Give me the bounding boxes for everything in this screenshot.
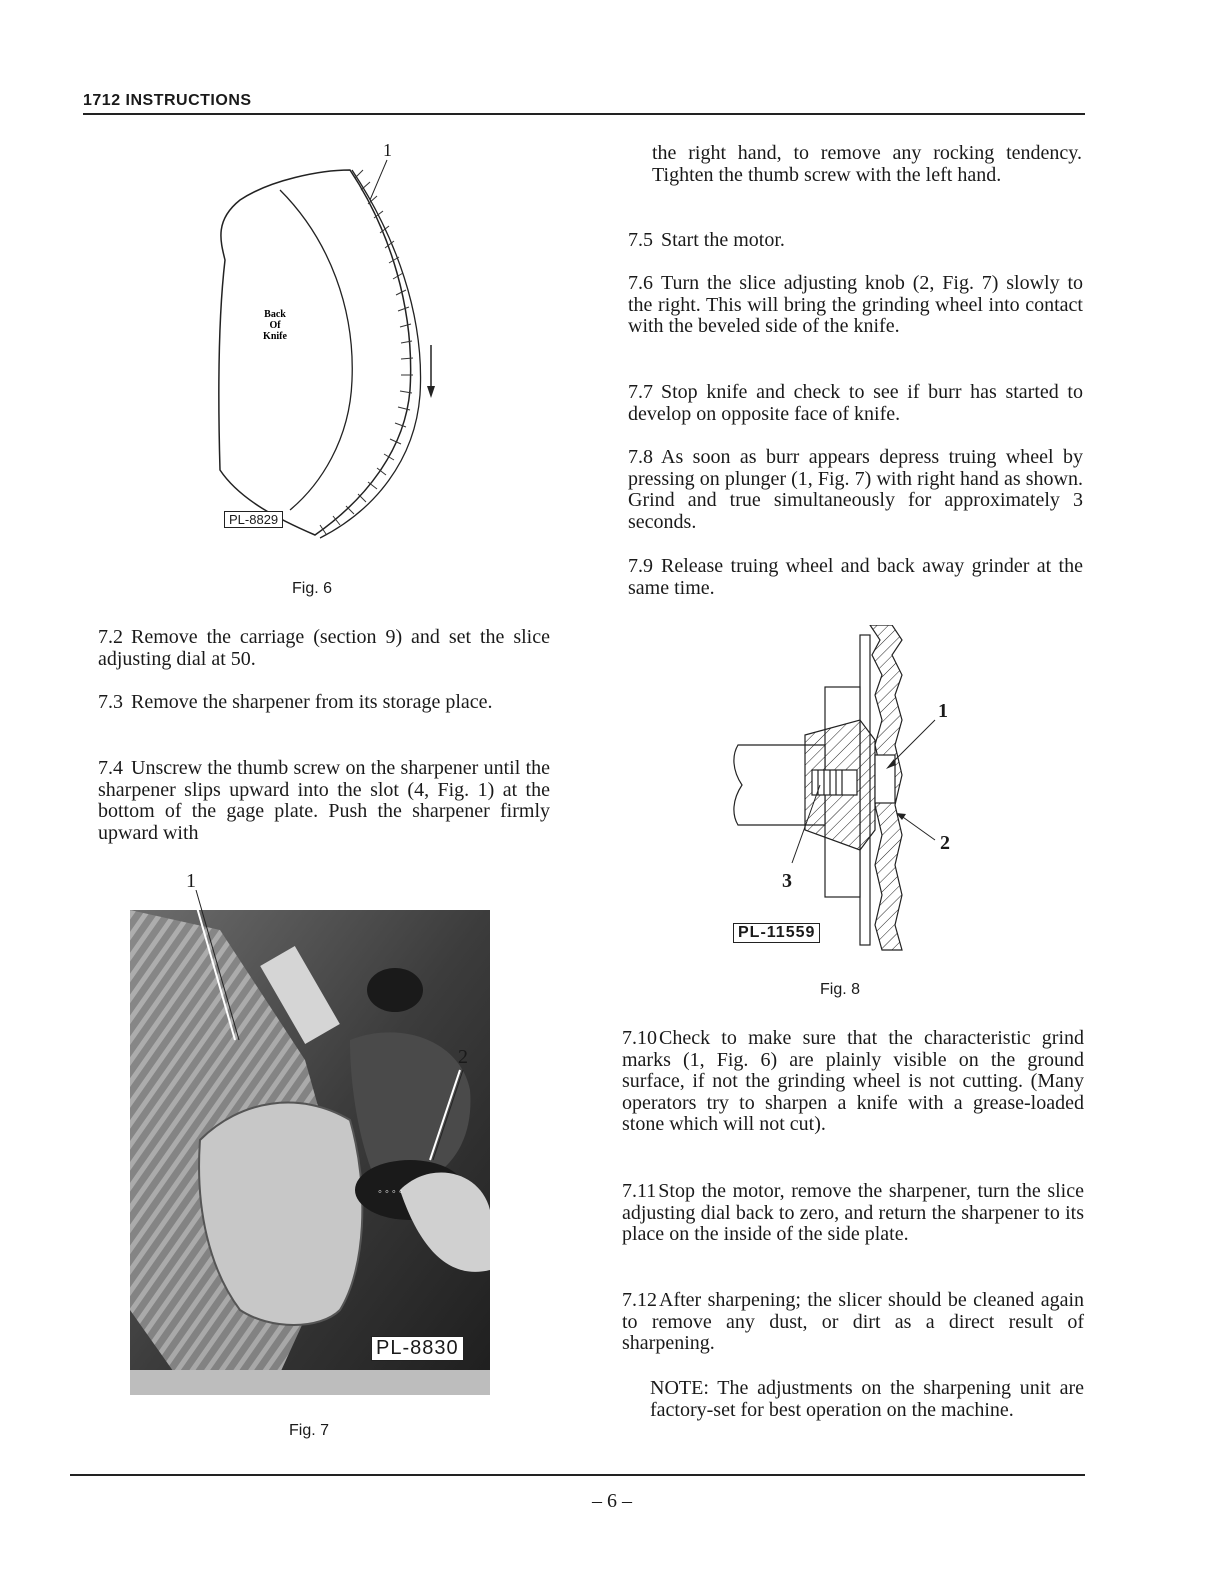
step-number: 7.5 <box>628 229 653 251</box>
step-7-6 <box>628 273 1083 338</box>
step-text: Stop the motor, remove the sharpener, turn the slice adjusting dial back to zero, and return the sharpener to its place on the inside of the side plate. <box>622 1180 1084 1245</box>
fig6-label-back: Back <box>264 309 286 320</box>
step-7-8 <box>628 447 1083 533</box>
step-7-5 <box>628 230 1083 252</box>
figure-7-photo <box>130 890 490 1395</box>
step-7-3 <box>98 692 550 714</box>
step-7-10 <box>622 1028 1084 1136</box>
fig6-caption: Fig. 6 <box>292 580 333 597</box>
figure-6-knife-diagram <box>180 140 470 560</box>
step-number: 7.3 <box>98 691 123 713</box>
step-text: Remove the sharpener from its storage place. <box>131 691 493 713</box>
fig6-label-knife: Knife <box>263 331 287 342</box>
step-number: 7.8 <box>628 446 653 468</box>
fig6-callout-1: 1 <box>383 140 392 160</box>
fig7-plate-number: PL-8830 <box>371 1336 464 1361</box>
fig6-label-of: Of <box>269 320 281 331</box>
step-text: Start the motor. <box>661 229 785 251</box>
step-number: 7.9 <box>628 555 653 577</box>
footer-rule <box>70 1474 1085 1476</box>
step-text: Stop knife and check to see if burr has started to develop on opposite face of knife. <box>628 381 1083 425</box>
fig8-caption: Fig. 8 <box>820 981 861 998</box>
step-7-2 <box>98 627 550 670</box>
step-text: Turn the slice adjusting knob (2, Fig. 7) slowly to the right. This will bring the grinding wheel into contact with the beveled side of the knife. <box>628 272 1083 337</box>
step-number: 7.11 <box>622 1180 657 1202</box>
figure-8-sharpener-cross-section <box>730 625 960 955</box>
step-text: Remove the carriage (section 9) and set the slice adjusting dial at 50. <box>98 626 550 670</box>
step-text: As soon as burr appears depress truing wheel by pressing on plunger (1, Fig. 7) with right hand as shown. Grind and true simultaneously for approximately 3 seconds. <box>628 446 1083 533</box>
step-number: 7.4 <box>98 757 123 779</box>
fig8-callout-3: 3 <box>782 870 792 892</box>
step-7-4 <box>98 758 550 844</box>
header-rule <box>83 113 1085 115</box>
fig8-callout-2: 2 <box>940 832 950 854</box>
fig8-plate-number: PL-11559 <box>733 923 820 943</box>
step-7-11 <box>622 1181 1084 1246</box>
step-number: 7.12 <box>622 1289 657 1311</box>
step-7-7 <box>628 382 1083 425</box>
step-text: Unscrew the thumb screw on the sharpener until the sharpener slips upward into the slot (4, Fig. 1) at the bottom of the gage plate. Push the sharpener firmly upward with <box>98 757 550 844</box>
step-text: After sharpening; the slicer should be cleaned again to remove any dust, or dirt as a direct result of sharpening. <box>622 1289 1084 1354</box>
step-text: Release truing wheel and back away grinder at the same time. <box>628 555 1083 599</box>
step-7-9 <box>628 556 1083 599</box>
fig7-callout-2: 2 <box>458 1046 468 1068</box>
fig7-callout-1: 1 <box>186 870 196 892</box>
fig8-callout-1: 1 <box>938 700 948 722</box>
step-7-12 <box>622 1290 1084 1355</box>
step-number: 7.2 <box>98 626 123 648</box>
page-number: – 6 – <box>592 1490 632 1512</box>
page-header-title: 1712 INSTRUCTIONS <box>83 92 252 109</box>
step-text: Check to make sure that the characteristic grind marks (1, Fig. 6) are plainly visible on the ground surface, if not the grinding wheel is not cutting. (Many operators try to sharpen a knife with a grease-loaded stone which will not cut). <box>622 1027 1084 1135</box>
step-number: 7.10 <box>622 1027 657 1049</box>
fig6-plate-number: PL-8829 <box>224 511 283 528</box>
note-paragraph: NOTE: The adjustments on the sharpening unit are factory-set for best operation on the machine. <box>650 1377 1084 1421</box>
step-7-4-continuation: the right hand, to remove any rocking tendency. Tighten the thumb screw with the left hand. <box>652 142 1082 186</box>
fig7-dial-marks: ◦ ◦ ◦ ◦ <box>378 1186 403 1198</box>
fig7-caption: Fig. 7 <box>289 1422 330 1439</box>
step-number: 7.7 <box>628 381 653 403</box>
step-number: 7.6 <box>628 272 653 294</box>
